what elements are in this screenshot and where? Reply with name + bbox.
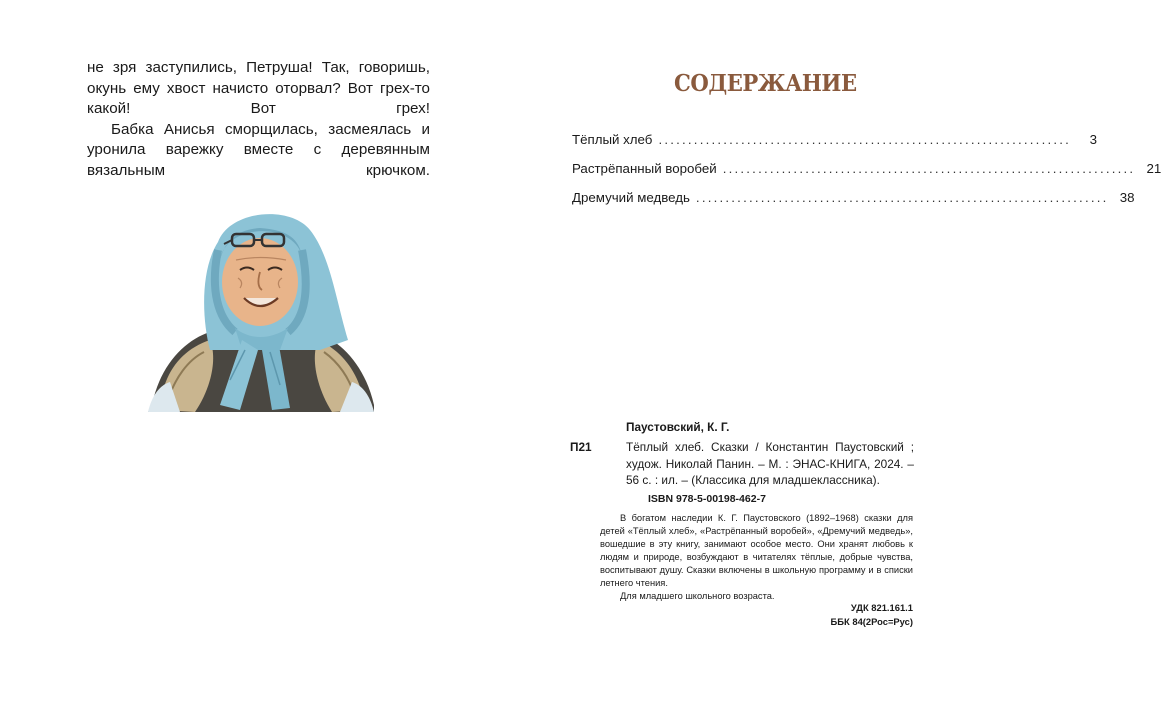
toc-leader-dots: ...................................................................... xyxy=(722,161,1136,176)
toc-title: СОДЕРЖАНИЕ xyxy=(674,70,857,97)
table-of-contents xyxy=(572,132,1161,219)
toc-entry-title: Тёплый хлеб xyxy=(572,132,653,147)
toc-leader-dots: ...................................................................... xyxy=(695,190,1109,205)
toc-entry xyxy=(572,161,1161,190)
bib-catalog-code: П21 xyxy=(570,440,592,454)
left-page xyxy=(0,0,500,726)
bbk-code: ББК 84(2Рос=Рус) xyxy=(830,616,913,627)
story-text xyxy=(87,58,430,181)
story-paragraph-2: Бабка Анисья сморщилась, засмеялась и уронила варежку вместе с деревянным вязальным крючком. xyxy=(87,120,430,179)
grandmother-illustration xyxy=(140,200,380,418)
udk-code: УДК 821.161.1 xyxy=(850,602,913,613)
audience-text: Для младшего школьного возраста. xyxy=(620,591,775,601)
toc-entry xyxy=(572,190,1135,219)
toc-entry-page: 3 xyxy=(1089,132,1098,147)
bib-description: Тёплый хлеб. Сказки / Константин Паустовский ; худож. Николай Панин. – М. : ЭНАС-КНИГА, 2024. – 56 с. : ил. – (Классика для младшеклассника). xyxy=(626,440,914,487)
isbn: ISBN 978-5-00198-462-7 xyxy=(648,493,766,505)
story-paragraph-1: не зря заступились, Петруша! Так, говоришь, окунь ему хвост начисто оторвал? Вот грех-то какой! Вот грех! xyxy=(87,59,430,117)
toc-entry-title: Дремучий медведь xyxy=(572,190,690,205)
right-page xyxy=(500,0,1161,726)
toc-entry xyxy=(572,132,1098,161)
toc-entry-page: 38 xyxy=(1119,190,1135,205)
toc-entry-page: 21 xyxy=(1146,161,1161,176)
annotation-text: В богатом наследии К. Г. Паустовского (1892–1968) сказки для детей «Тёплый хлеб», «Растрёпанный воробей», «Дремучий медведь», вошедшие в эту книгу, занимают особое место. Они хранят любовь к людям и природе, возбуждают в читателях тёплые, добрые чувства, воспитывают душу. Сказки включены в школьную программу и в списки летнего чтения. xyxy=(600,513,913,588)
toc-entry-title: Растрёпанный воробей xyxy=(572,161,717,176)
bib-author: Паустовский, К. Г. xyxy=(626,420,730,434)
bib-annotation xyxy=(600,512,913,603)
toc-leader-dots: ...................................................................... xyxy=(658,132,1072,147)
